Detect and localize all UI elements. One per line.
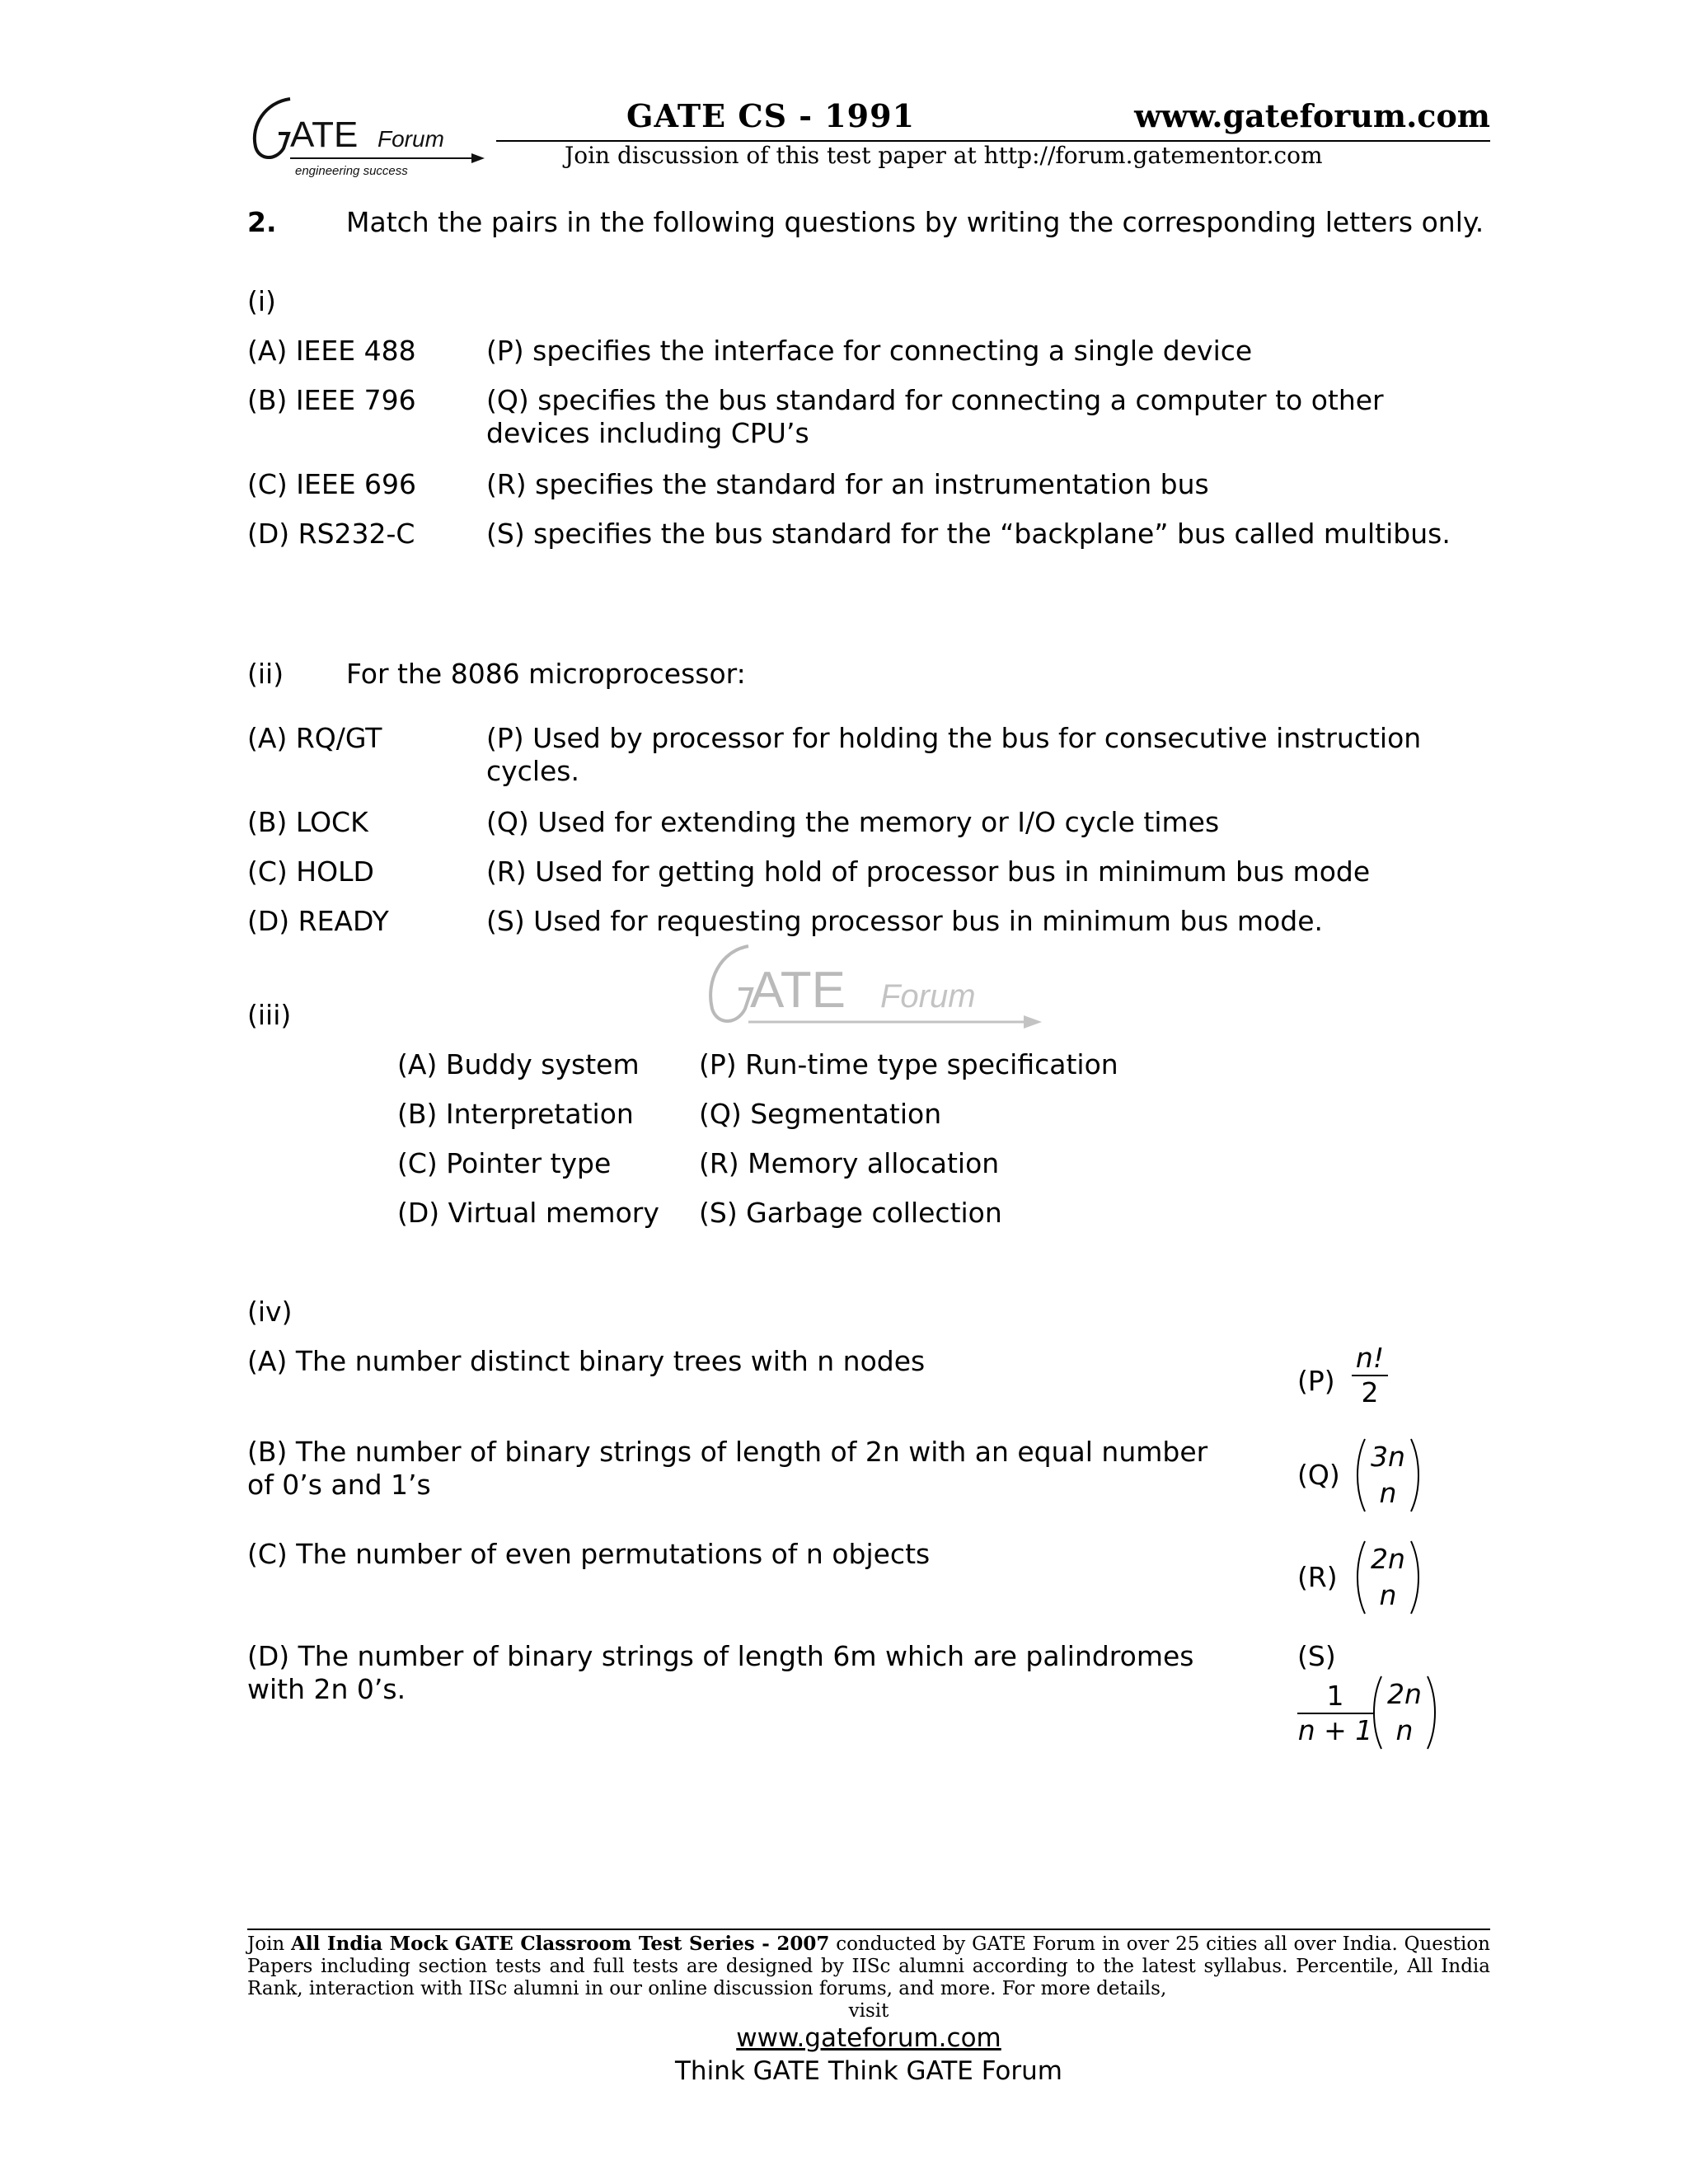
fraction-1-over-n-plus-1 [1297,1680,1373,1747]
match-left-item: (C) Pointer type [397,1147,612,1179]
footer-website-link[interactable]: www.gateforum.com [736,2023,1001,2053]
part-label: (ii) [247,658,284,690]
match-left-item: (A) RQ/GT [247,722,382,754]
match-left-item: (C) IEEE 696 [247,468,417,500]
match-right-item: (S) Used for requesting processor bus in minimum bus mode. [486,905,1323,937]
option-label: (S) [1297,1640,1336,1672]
binomial-top: 3n [1371,1441,1405,1473]
fraction-numerator: n! [1355,1342,1385,1374]
match-left-item: (A) Buddy system [397,1048,640,1080]
binomial-bottom: n [1379,1477,1397,1509]
match-left-item: (C) HOLD [247,855,374,888]
watermark-word: Forum [880,978,976,1015]
match-left-item: (A) IEEE 488 [247,335,416,367]
footer-divider [247,1929,1490,1930]
footer-prefix: Join [247,1933,292,1955]
paper-title: GATE CS - 1991 [626,97,916,134]
match-right-item: (P) Run-time type specification [699,1048,1118,1080]
binomial-2n-choose-n [1353,1538,1423,1617]
header-website-link[interactable]: www.gateforum.com [1134,97,1490,134]
binomial-top: 2n [1371,1543,1405,1575]
match-left-item: (D) RS232-C [247,518,415,550]
match-right-item: (R) Memory allocation [699,1147,1000,1179]
footer-series-name: All India Mock GATE Classroom Test Series - 2007 [291,1933,830,1955]
binomial-bottom: n [1395,1714,1414,1746]
binomial-bottom: n [1379,1579,1397,1611]
binomial-3n-choose-n [1353,1436,1423,1515]
part-label: (iii) [247,999,292,1031]
gate-forum-logo [247,92,486,179]
match-left-item: (B) Interpretation [397,1098,634,1130]
part-label: (i) [247,285,276,317]
binomial-2n-choose-n [1370,1673,1439,1752]
logo-word: Forum [377,126,444,152]
watermark-letters: ATE [750,962,846,1019]
match-left-item: (B) The number of binary strings of length of 2n with an equal number of 0’s and 1’s [247,1436,1208,1501]
fraction-n-factorial-over-2 [1352,1342,1388,1409]
binomial-top: 2n [1387,1678,1422,1710]
match-left-item: (D) The number of binary strings of length 6m which are palindromes with 2n 0’s. [247,1640,1194,1705]
match-right-item: (Q) Used for extending the memory or I/O cycle times [486,806,1220,838]
watermark-logo [701,940,1047,1047]
option-label: (Q) [1297,1459,1340,1491]
footer-promo [247,1933,1490,2000]
match-left-item: (D) Virtual memory [397,1197,659,1229]
part-intro: For the 8086 microprocessor: [346,658,746,690]
footer-body: conducted by GATE Forum in over 25 cities all over India. Question Papers including section tests and full tests are designed by IISc alumni according to the latest syllabus. Percentile, All India Rank, interaction with IISc alumni in our online discussion forums, and more. For more details, [247,1933,1490,1999]
discussion-note: Join discussion of this test paper at http://forum.gatementor.com [565,142,1323,169]
fraction-denominator: 2 [1361,1376,1379,1408]
match-right-item: (R) Used for getting hold of processor bus in minimum bus mode [486,855,1371,888]
logo-tagline: engineering success [295,164,408,178]
match-right-item: (Q) specifies the bus standard for connecting a computer to other devices including CPU’s [486,384,1384,449]
fraction-numerator: 1 [1326,1680,1344,1712]
option-label: (P) [1297,1365,1335,1397]
question-number: 2. [247,206,277,238]
option-label: (R) [1297,1561,1338,1593]
match-right-item: (S) Garbage collection [699,1197,1002,1229]
part-label: (iv) [247,1296,293,1328]
match-right-item: (P) Used by processor for holding the bus for consecutive instruction cycles. [486,722,1422,787]
match-right-item: (P) specifies the interface for connecting a single device [486,335,1253,367]
match-right-item: (R) specifies the standard for an instrumentation bus [486,468,1209,500]
question-instruction: Match the pairs in the following questions by writing the corresponding letters only. [346,206,1484,238]
match-left-item: (C) The number of even permutations of n objects [247,1538,931,1570]
match-right-item: (Q) Segmentation [699,1098,942,1130]
footer-tagline: Think GATE Think GATE Forum [675,2056,1062,2086]
logo-letters: ATE [290,115,359,155]
match-right-item: (S) specifies the bus standard for the “backplane” bus called multibus. [486,518,1451,550]
footer-visit: visit [848,2000,889,2022]
match-left-item: (A) The number distinct binary trees with n nodes [247,1345,926,1377]
match-left-item: (B) IEEE 796 [247,384,416,416]
fraction-denominator: n + 1 [1297,1714,1373,1746]
match-left-item: (D) READY [247,905,389,937]
match-left-item: (B) LOCK [247,806,368,838]
